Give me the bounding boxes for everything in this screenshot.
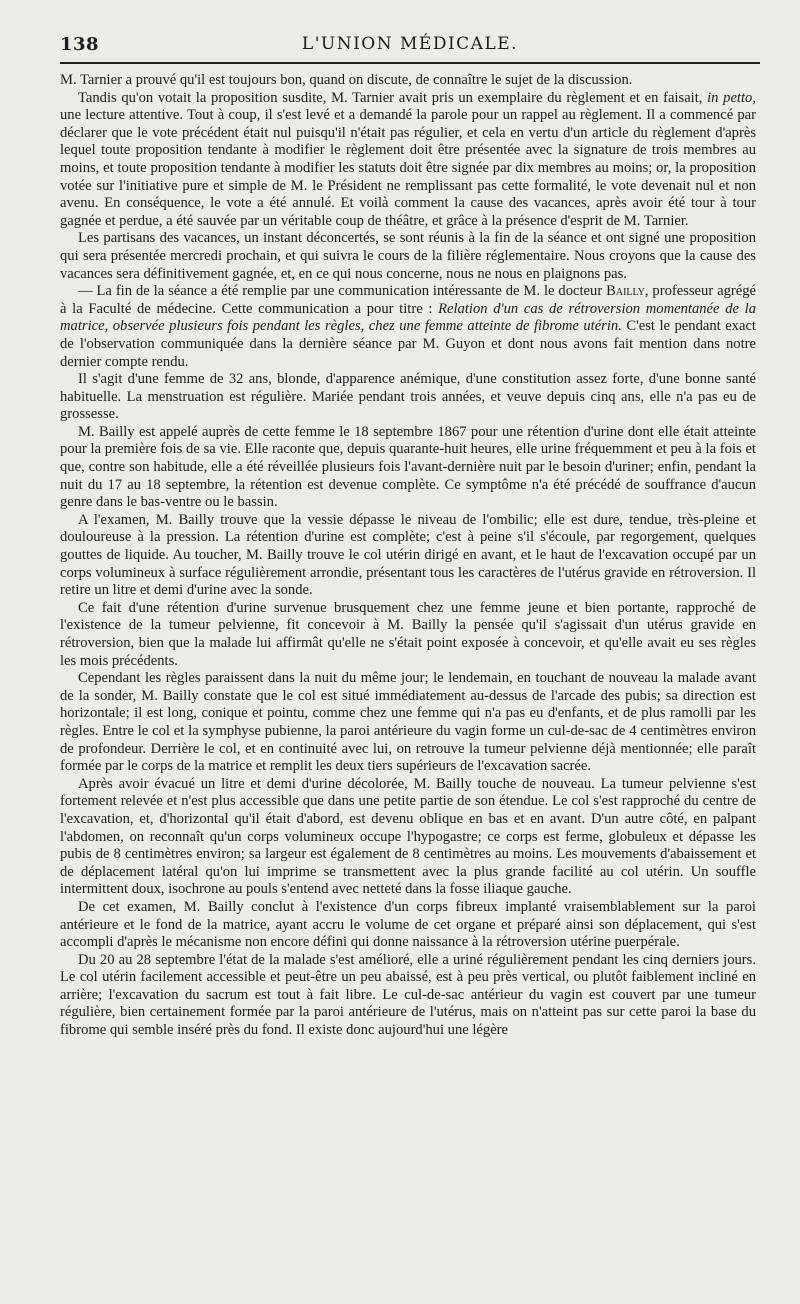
paragraph <box>60 371 756 424</box>
paragraph-text: M. Tarnier a prouvé qu'il est toujours bon, quand on discute, de connaître le sujet de la discussion. <box>60 72 633 88</box>
page-header <box>60 30 760 64</box>
paragraph <box>60 670 756 776</box>
paragraph <box>60 776 756 899</box>
running-title: L'UNION MÉDICALE. <box>301 34 519 54</box>
author-name: Bailly <box>606 283 645 300</box>
paragraph <box>60 899 756 952</box>
paragraph-text: Après avoir évacué un litre et demi d'urine décolorée, M. Bailly touche de nouveau. La tumeur pelvienne s'est fortement relevée et n'est plus accessible que dans une petite partie de son étendue. Le col s'est rapproché du centre de l'excavation, et, d'horizontal qu'il était d'abord, est devenu oblique en bas et en avant. D'un autre côté, en palpant l'abdomen, on reconnaît qu'un corps volumineux occupe l'hypogastre; ce corps est ferme, globuleux et dépasse les pubis de 8 centimètres environ; sa largeur est également de 8 centimètres au moins. Les mouvements d'abaissement et de déplacement latéral qu'on lui imprime se transmettent avec la plus grande facilité au col utérin. Un souffle intermittent doux, isochrone au pouls s'entend avec netteté dans la fosse iliaque gauche. <box>60 775 756 898</box>
paragraph-text: , professeur agrégé à la Faculté de médecine. Cette communication a pour titre : <box>60 283 756 317</box>
paragraph-text: Il s'agit d'une femme de 32 ans, blonde, d'apparence anémique, d'une constitution assez forte, d'une bonne santé habituelle. La menstruation est régulière. Mariée pendant trois années, et veuve depuis cinq ans, elle n'a pas eu de grossesse. <box>60 371 756 423</box>
paragraph-text: A l'examen, M. Bailly trouve que la vessie dépasse le niveau de l'ombilic; elle est dure, tendue, très-pleine et douloureuse à la pression. La rétention d'urine est complète; c'est à peine s'il s'écoule, par regorgement, quelques gouttes de liquide. Au toucher, M. Bailly trouve le col utérin dirigé en avant, et le haut de l'excavation occupé par un corps volumineux à surface régulièrement arrondie, présentant tous les caractères de l'utérus gravide en rétroversion. Il retire un litre et demi d'urine avec la sonde. <box>60 511 756 599</box>
paragraph-text: Du 20 au 28 septembre l'état de la malade s'est amélioré, elle a uriné régulièrement pendant les cinq derniers jours. Le col utérin facilement accessible et peut-être un peu abaissé, est à peu près vertical, ou plutôt faiblement incliné en arrière; l'excavation du sacrum est tout à fait libre. Le cul-de-sac antérieur du vagin est couvert par une tumeur régulière, bien certainement formée par la paroi antérieure de l'utérus, mais on n'atteint pas sur cette paroi la base du fibrome qui semble inséré près du fond. Il existe donc aujourd'hui une légère <box>60 951 756 1039</box>
paragraph <box>60 90 756 231</box>
paragraph <box>60 72 756 90</box>
paragraph-text: — La fin de la séance a été remplie par une communication intéressante de M. le docteur <box>78 283 607 300</box>
paragraph-text: Tandis qu'on votait la proposition susdite, M. Tarnier avait pris un exemplaire du règlement et en faisait, <box>78 89 708 106</box>
paragraph-text: Ce fait d'une rétention d'urine survenue brusquement chez une femme jeune et bien portante, rapproché de l'existence de la tumeur pelvienne, fit concevoir à M. Bailly la pensée qu'il s'agissait d'un utérus gravide en rétroversion, bien que la malade lui affirmât qu'elle ne s'était point exposée à concevoir, et qu'elle avait eu ses règles les mois précédents. <box>60 599 756 669</box>
paragraph <box>60 424 756 512</box>
communication-title: Relation d'un cas de rétroversion momentanée de la matrice, observée plusieurs fois pendant les règles, chez une femme atteinte de fibrome utérin. <box>60 300 756 335</box>
paragraph <box>60 230 756 283</box>
paragraph <box>60 512 756 600</box>
paragraph-text: Cependant les règles paraissent dans la nuit du même jour; le lendemain, en touchant de nouveau la malade avant de la sonder, M. Bailly constate que le col est situé immédiatement au-dessus de l'arcade des pubis; sa direction est horizontale; il est long, conique et pointu, comme chez une femme qui n'a pas eu d'enfants, et de plus ramolli par les règles. Entre le col et la symphyse pubienne, la paroi antérieure du vagin forme un cul-de-sac de 4 centimètres environ de profondeur. Derrière le col, et en continuité avec lui, on retrouve la tumeur pelvienne déjà mentionnée; elle paraît formée par le corps de la matrice et remplit les deux tiers supérieurs de l'excavation sacrée. <box>60 670 756 775</box>
paragraph-text: M. Bailly est appelé auprès de cette femme le 18 septembre 1867 pour une rétention d'urine dont elle était atteinte pour la première fois de sa vie. Elle raconte que, depuis quarante-huit heures, elle urine fréquemment et peu à la fois et que, contre son habitude, elle a été réveillée plusieurs fois l'avant-dernière nuit par le besoin d'uriner; enfin, pendant la nuit du 17 au 18 septembre, la rétention est devenue complète. Ce symptôme n'a été précédé de souffrance d'aucun genre dans le bas-ventre ou le bassin. <box>60 423 756 511</box>
paragraph-text: De cet examen, M. Bailly conclut à l'existence d'un corps fibreux implanté vraisemblablement sur la paroi antérieure et le fond de la matrice, ayant accru le volume de cet organe et préparé ainsi son déplacement, qui s'est accompli d'après le mécanisme non encore défini qui donne naissance à la rétroversion utérine puerpérale. <box>60 898 756 951</box>
page-number: 138 <box>60 34 100 55</box>
paragraph <box>60 283 756 371</box>
italic-text: in petto <box>707 89 753 106</box>
paragraph-text: , une lecture attentive. Tout à coup, il s'est levé et a demandé la parole pour un rappel au règlement. Il a commencé par déclarer que le vote précédent était nul puisqu'il n'était pas régulier, et cela en vertu d'un article du règlement d'après lequel toute proposition tendante à modifier le règlement doit être présentée avec la signature de trois membres au moins, et toute proposition tendante à modifier les statuts doit être signée par dix membres au moins; or, la proposition votée sur l'initiative pure et simple de M. le Président ne remplissant pas cette formalité, le vote devenait nul et non avenu. En conséquence, le vote a été annulé. Et voilà comment la cause des vacances, après avoir été tour à tour gagnée et perdue, a été sauvée par un véritable coup de théâtre, et grâce à la présence d'esprit de M. Tarnier. <box>60 89 756 229</box>
paragraph-text: C'est le pendant exact de l'observation communiquée dans la dernière séance par M. Guyon et dont nous avons fait mention dans notre dernier compte rendu. <box>60 318 756 370</box>
paragraph <box>60 600 756 670</box>
article-body <box>60 72 756 1040</box>
paragraph <box>60 952 756 1040</box>
paragraph-text: Les partisans des vacances, un instant déconcertés, se sont réunis à la fin de la séance et ont signé une proposition qui sera présentée mercredi prochain, et qui suivra le cours de la filière réglementaire. Nous croyons que la cause des vacances sera définitivement gagnée, et, en ce qui nous concerne, nous ne nous en plaignons pas. <box>60 230 756 282</box>
